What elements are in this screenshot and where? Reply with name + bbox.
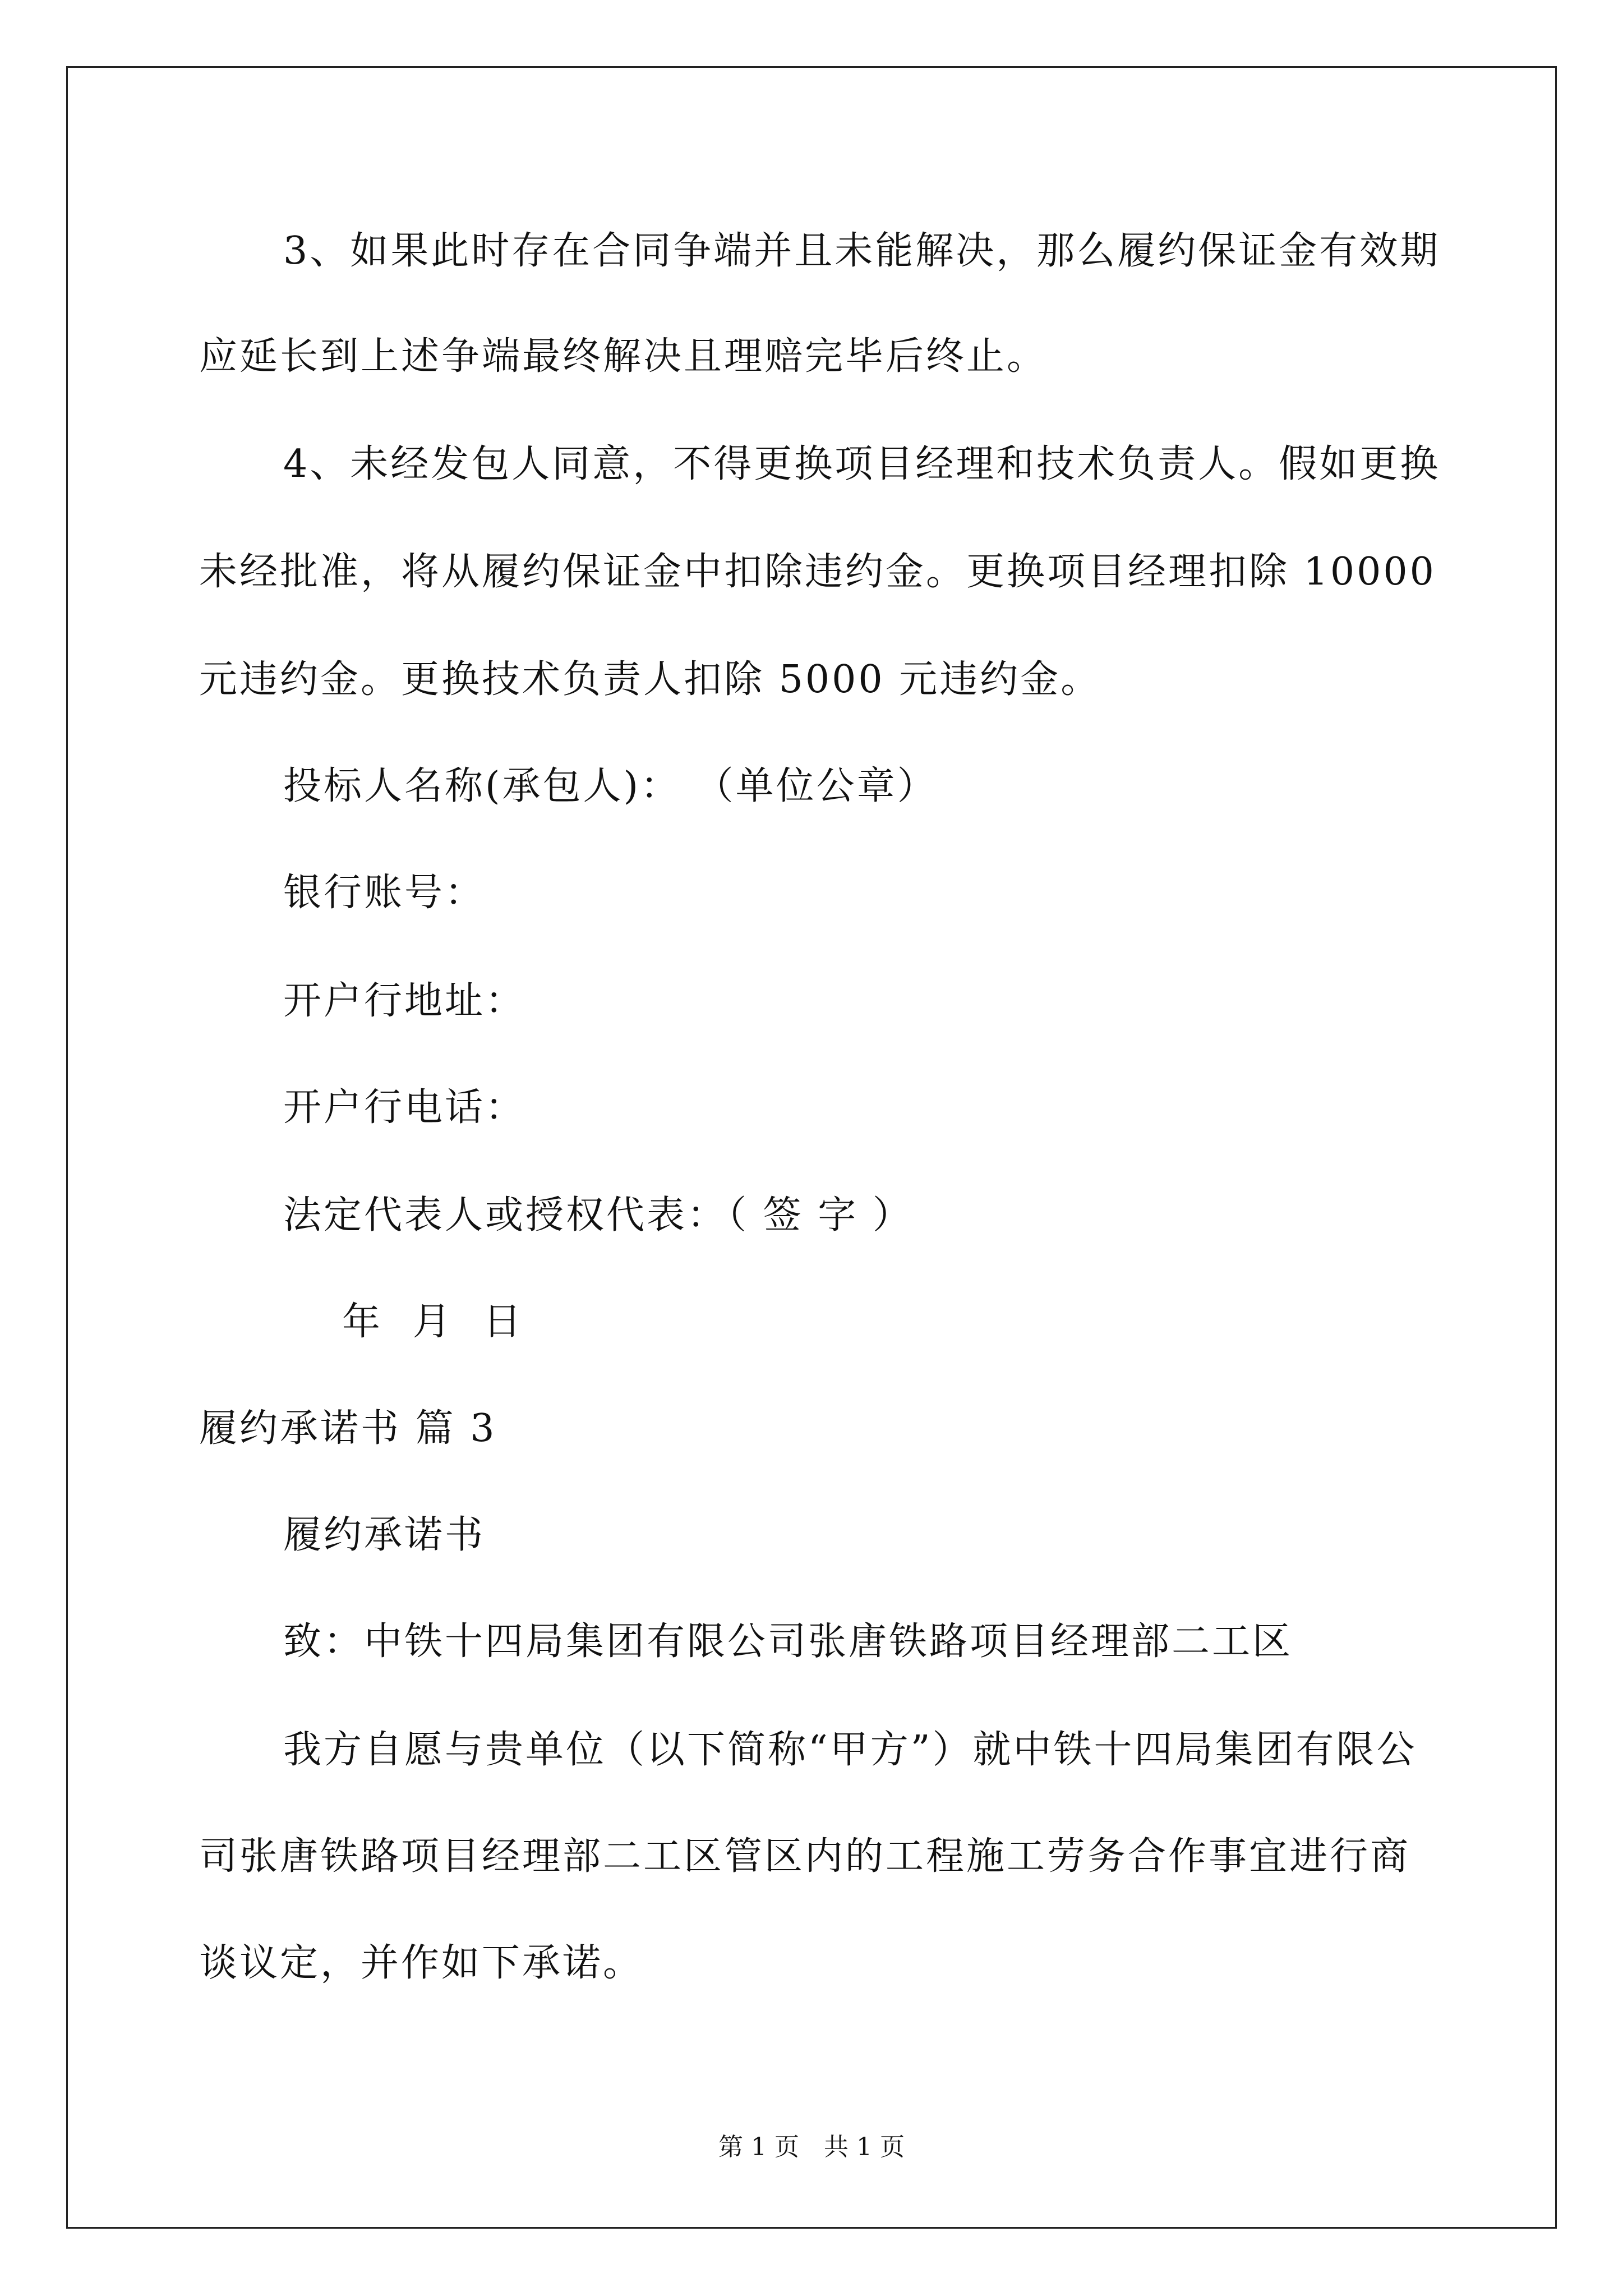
paragraph-3-line-2: 应延长到上述争端最终解决且理赔完毕后终止。 (199, 334, 1048, 379)
bank-account-label: 银行账号： (283, 871, 486, 915)
bank-address-label: 开户行地址： (283, 979, 526, 1023)
bank-phone-label: 开户行电话： (283, 1085, 526, 1130)
legal-representative-label: 法定代表人或授权代表：（ 签 字 ） (283, 1193, 913, 1237)
commitment-line-1: 我方自愿与贵单位（以下简称“甲方”）就中铁十四局集团有限公 (283, 1728, 1417, 1772)
section-heading: 履约承诺书 篇 3 (199, 1406, 497, 1451)
document-title: 履约承诺书 (283, 1513, 486, 1557)
bidder-name-label: 投标人名称(承包人)： （单位公章） (283, 764, 938, 808)
commitment-line-3: 谈议定，并作如下承诺。 (199, 1941, 644, 1985)
commitment-line-2: 司张唐铁路项目经理部二工区管区内的工程施工劳务合作事宜进行商 (199, 1834, 1411, 1879)
page-footer: 第 1 页 共 1 页 (718, 2133, 905, 2161)
date-line: 年 月 日 (342, 1300, 532, 1344)
paragraph-4-line-2: 未经批准，将从履约保证金中扣除违约金。更换项目经理扣除 10000 (199, 550, 1436, 594)
paragraph-3-line-1: 3、如果此时存在合同争端并且未能解决，那么履约保证金有效期 (283, 229, 1441, 273)
paragraph-4-line-1: 4、未经发包人同意，不得更换项目经理和技术负责人。假如更换 (283, 442, 1441, 486)
page-border (66, 66, 1557, 2229)
addressee-line: 致：中铁十四局集团有限公司张唐铁路项目经理部二工区 (283, 1619, 1293, 1664)
paragraph-4-line-3: 元违约金。更换技术负责人扣除 5000 元违约金。 (199, 657, 1101, 702)
